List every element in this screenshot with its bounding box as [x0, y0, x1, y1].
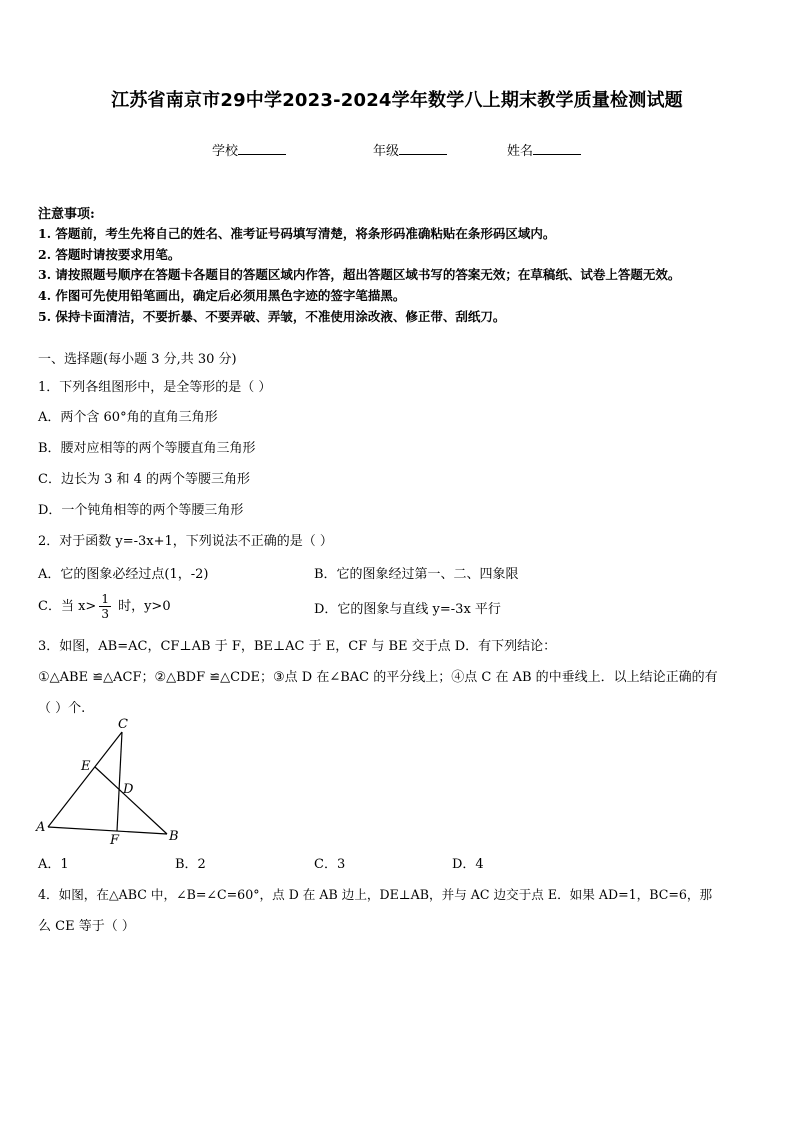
grade-field — [373, 140, 447, 159]
name-label: 姓名 — [507, 144, 534, 159]
label-d: D — [123, 782, 134, 797]
name-field — [507, 140, 581, 159]
label-a: A — [36, 820, 46, 835]
q1-option-d: D．一个钝角相等的两个等腰三角形 — [38, 503, 244, 518]
note-item: 5. 保持卡面清洁，不要折暴、不要弄破、弄皱，不准使用涂改液、修正带、刮纸刀。 — [38, 309, 506, 324]
label-c: C — [118, 717, 128, 732]
q3-option-b: B．2 — [175, 857, 206, 872]
q2-option-d: D．它的图象与直线 y=-3x 平行 — [314, 602, 501, 617]
note-item: 1. 答题前，考生先将自己的姓名、准考证号码填写清楚，将条形码准确粘贴在条形码区域内。 — [38, 226, 556, 241]
note-item: 3. 请按照题号顺序在答题卡各题目的答题区域内作答，超出答题区域书写的答案无效；在草稿纸、试卷上答题无效。 — [38, 267, 681, 282]
school-field — [212, 140, 286, 159]
segment-ab — [48, 827, 167, 834]
notes-heading: 注意事项: — [38, 207, 95, 222]
q3-conclusions: ①△ABE ≌△ACF；②△BDF ≌△CDE；③点 D 在∠BAC 的平分线上；④点 C 在 AB 的中垂线上．以上结论正确的有 — [38, 670, 718, 685]
segment-be — [95, 767, 167, 834]
school-blank — [238, 142, 286, 155]
segment-ac — [48, 732, 122, 827]
q2-option-a: A．它的图象必经过点(1，-2) — [38, 567, 209, 582]
q2-option-c — [38, 592, 171, 621]
q4-stem: 4．如图，在△ABC 中，∠B=∠C=60°，点 D 在 AB 边上，DE⊥AB，并与 AC 边交于点 E．如果 AD=1，BC=6，那 — [38, 887, 713, 902]
triangle-figure — [30, 712, 190, 848]
section-heading: 一、选择题(每小题 3 分,共 30 分) — [38, 352, 237, 367]
q2-option-b: B．它的图象经过第一、二、四象限 — [314, 567, 519, 582]
school-label: 学校 — [212, 144, 239, 159]
fraction — [99, 592, 111, 621]
note-item: 2. 答题时请按要求用笔。 — [38, 247, 181, 262]
q2-c-suffix: 时，y>0 — [113, 599, 171, 614]
fraction-numerator: 1 — [101, 592, 109, 606]
q3-answer-blank: （ ）个. — [38, 701, 86, 716]
label-b: B — [169, 829, 179, 844]
q3-option-d: D．4 — [452, 857, 484, 872]
label-f: F — [110, 833, 120, 848]
grade-label: 年级 — [373, 144, 400, 159]
grade-blank — [399, 142, 447, 155]
q1-stem: 1．下列各组图形中，是全等形的是（ ） — [38, 380, 272, 395]
page-title: 江苏省南京市29中学2023-2024学年数学八上期末教学质量检测试题 — [111, 90, 683, 111]
q2-c-prefix: C．当 x> — [38, 599, 97, 614]
q2-stem: 2．对于函数 y=-3x+1，下列说法不正确的是（ ） — [38, 534, 333, 549]
name-blank — [533, 142, 581, 155]
note-item: 4. 作图可先使用铅笔画出，确定后必须用黑色字迹的签字笔描黑。 — [38, 288, 406, 303]
q3-option-c: C．3 — [314, 857, 346, 872]
q3-stem: 3．如图，AB=AC，CF⊥AB 于 F，BE⊥AC 于 E，CF 与 BE 交于点 D．有下列结论： — [38, 639, 557, 654]
q1-option-a: A．两个含 60°角的直角三角形 — [38, 410, 218, 425]
q1-option-c: C．边长为 3 和 4 的两个等腰三角形 — [38, 472, 251, 487]
q3-option-a: A．1 — [38, 857, 69, 872]
q1-option-b: B．腰对应相等的两个等腰直角三角形 — [38, 441, 256, 456]
segment-cf — [117, 732, 122, 831]
fraction-denominator: 3 — [101, 607, 109, 621]
q4-stem-continued: 么 CE 等于（ ） — [38, 919, 135, 934]
label-e: E — [81, 759, 91, 774]
